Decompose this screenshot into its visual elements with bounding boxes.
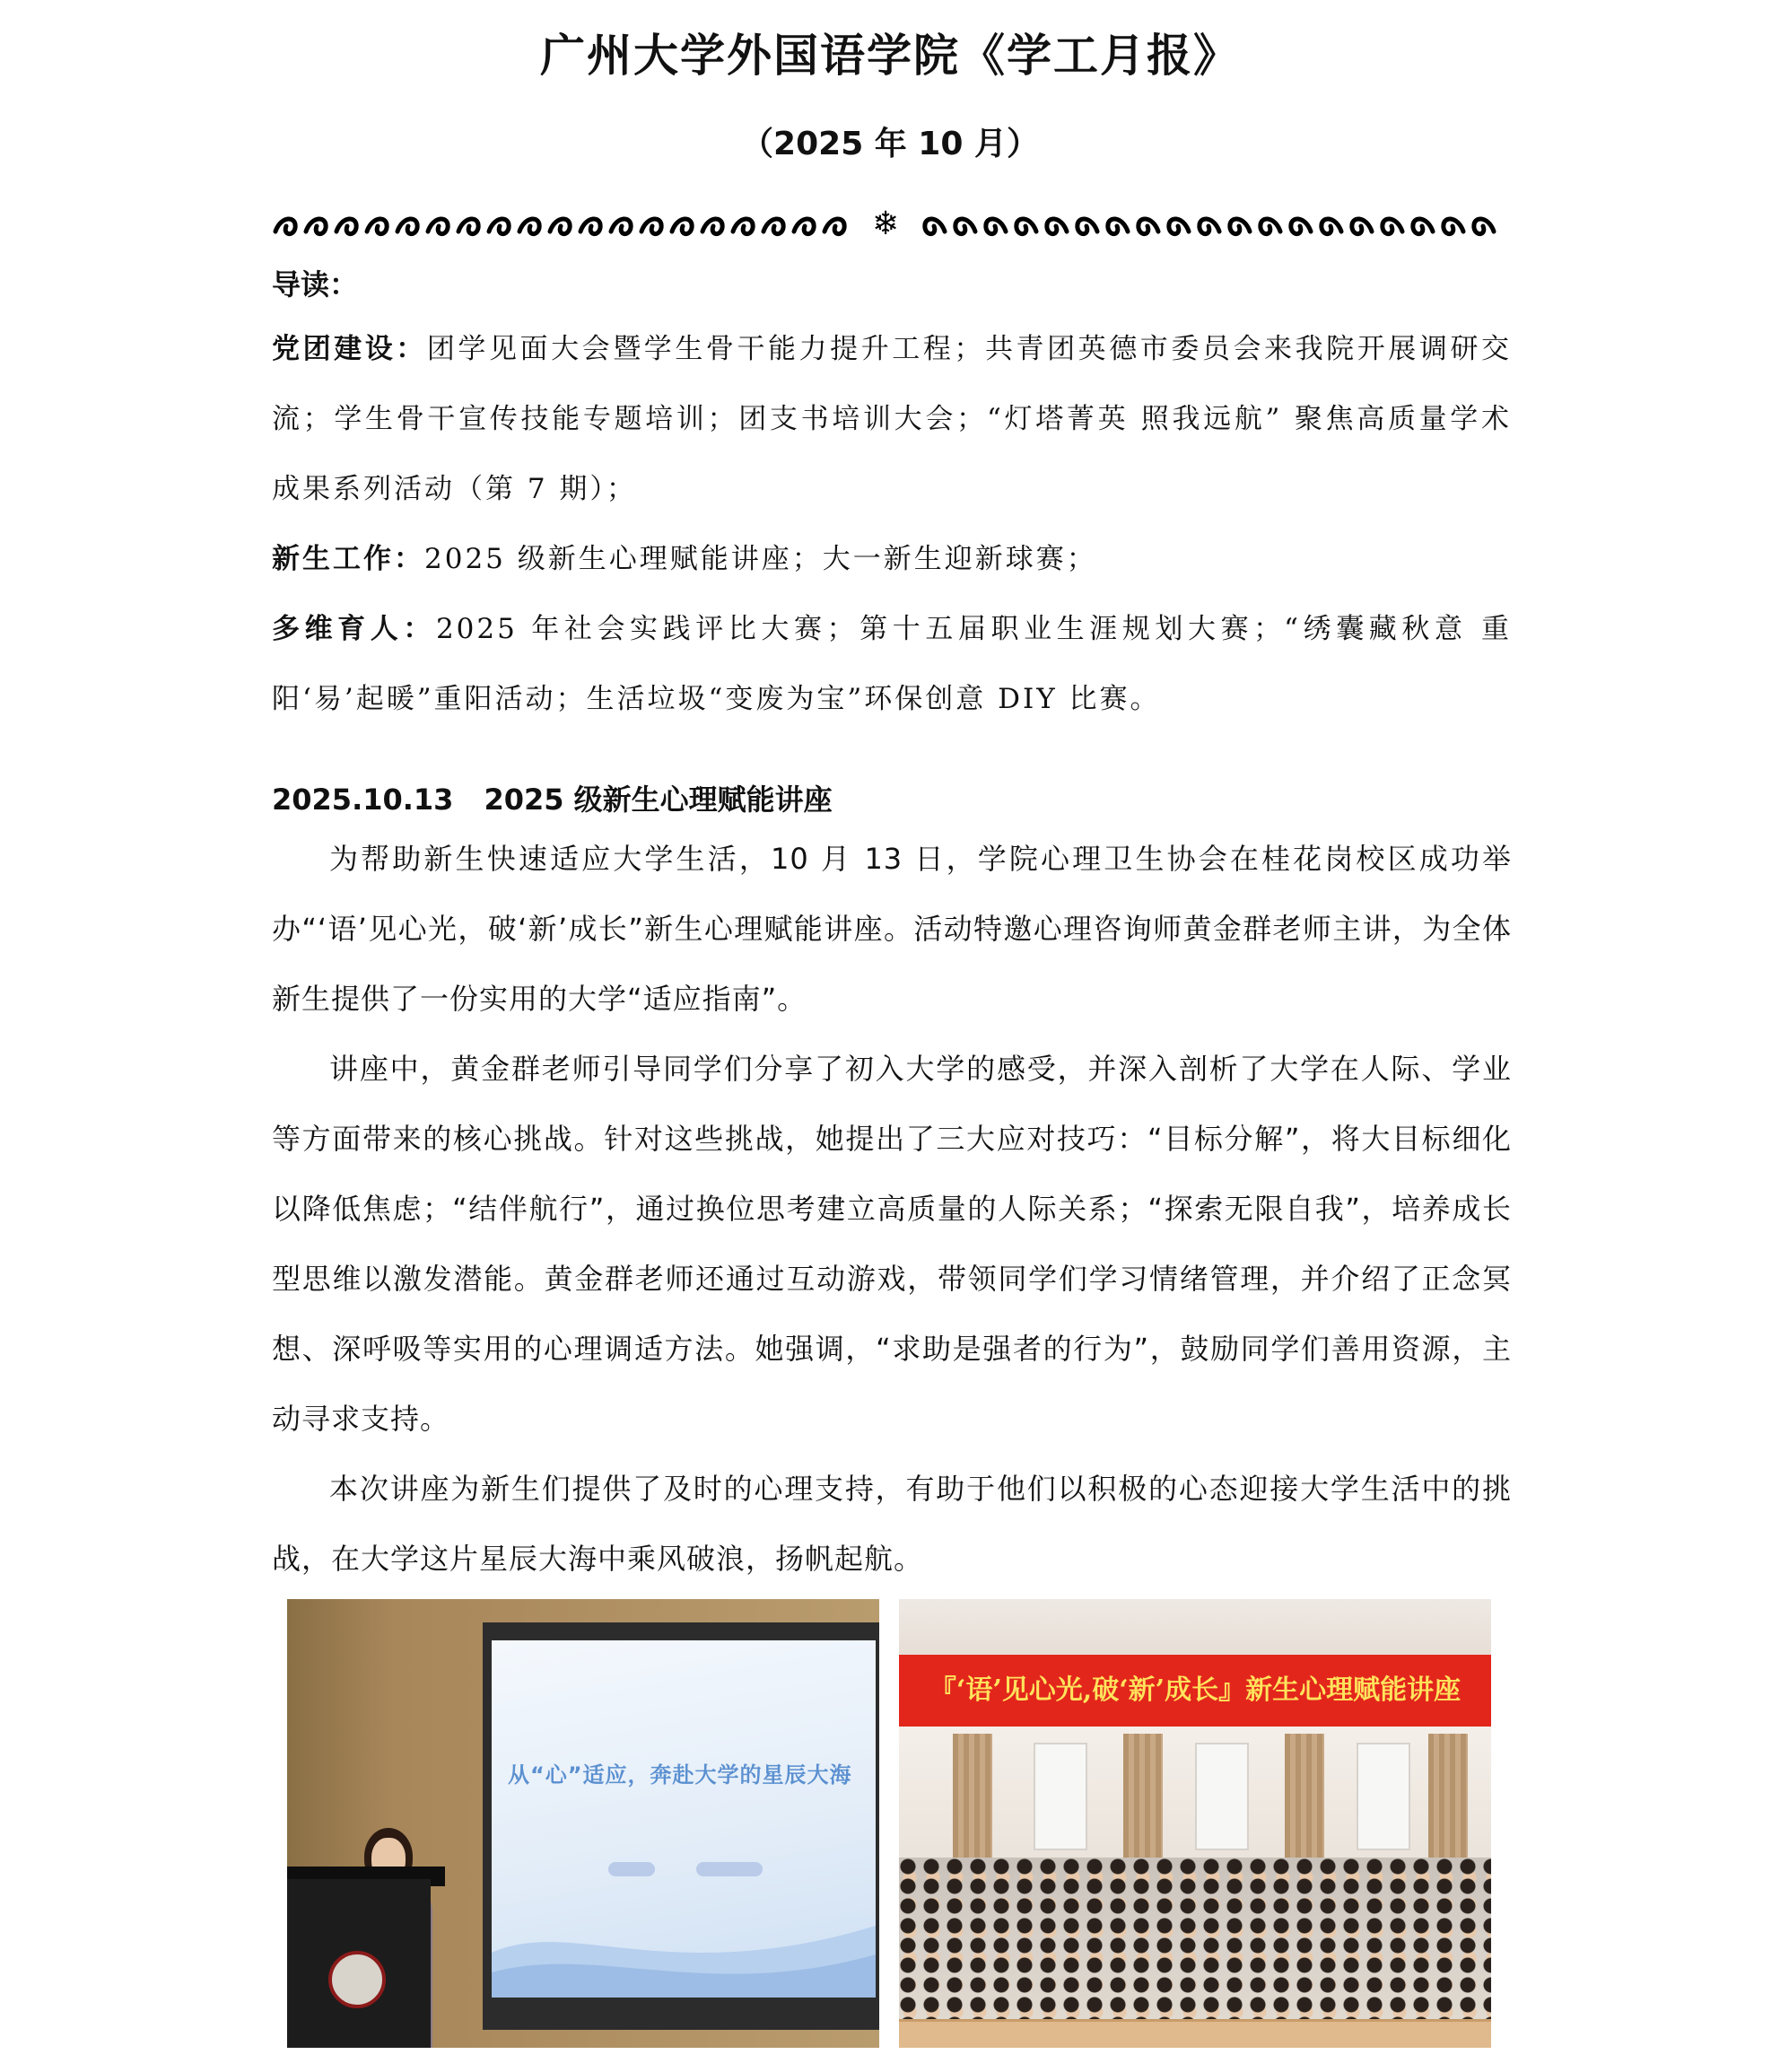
scroll-curl bbox=[733, 219, 753, 234]
scroll-curl bbox=[458, 219, 478, 234]
scroll-curl bbox=[367, 219, 387, 234]
scroll-curl bbox=[580, 219, 600, 234]
guide-item-label: 新生工作： bbox=[272, 543, 424, 575]
guide-item-label: 党团建设： bbox=[272, 333, 427, 365]
article-date: 2025.10.13 bbox=[272, 782, 454, 817]
snowflake-icon: ❄ bbox=[872, 205, 900, 242]
scroll-curl bbox=[1139, 219, 1158, 234]
scroll-curl bbox=[794, 219, 814, 234]
scroll-curl bbox=[550, 219, 570, 234]
scroll-curl bbox=[1108, 219, 1128, 234]
scroll-curl bbox=[955, 219, 975, 234]
slide-wave-decoration bbox=[492, 1890, 876, 1998]
scroll-curl bbox=[1047, 219, 1067, 234]
scroll-curl bbox=[1413, 219, 1433, 234]
scroll-ornament-left bbox=[275, 219, 844, 234]
article-paragraph: 本次讲座为新生们提供了及时的心理支持，有助于他们以积极的心态迎接大学生活中的挑战，在大学这片星辰大海中乘风破浪，扬帆起航。 bbox=[272, 1472, 1512, 1576]
scroll-curl bbox=[702, 219, 722, 234]
scroll-curl bbox=[925, 219, 945, 234]
scroll-curl bbox=[1017, 219, 1036, 234]
projection-screen bbox=[492, 1640, 876, 1998]
scroll-curl bbox=[1169, 219, 1189, 234]
guide-item-education bbox=[272, 594, 1512, 734]
scroll-curl bbox=[489, 219, 509, 234]
scroll-curl bbox=[1444, 219, 1463, 234]
article-paragraph: 为帮助新生快速适应大学生活，10 月 13 日，学院心理卫生协会在桂花岗校区成功举办“‘语’见心光，破‘新’成长”新生心理赋能讲座。活动特邀心理咨询师黄金群老师主讲，为全体新生提供了一份实用的大学“适应指南”。 bbox=[272, 842, 1512, 1016]
scroll-curl bbox=[1352, 219, 1372, 234]
scroll-curl bbox=[1261, 219, 1280, 234]
lecture-photo bbox=[287, 1599, 879, 2048]
scroll-curl bbox=[1230, 219, 1250, 234]
scroll-curl bbox=[306, 219, 326, 234]
guide-section bbox=[272, 314, 1512, 734]
scroll-ornament-right bbox=[925, 219, 1494, 234]
scroll-curl bbox=[519, 219, 539, 234]
scroll-curl bbox=[611, 219, 631, 234]
guide-item-party bbox=[272, 314, 1512, 524]
guide-item-label: 多维育人： bbox=[272, 613, 436, 645]
article-body bbox=[272, 824, 1512, 1594]
scroll-curl bbox=[1078, 219, 1097, 234]
page-subtitle: （2025 年 10 月） bbox=[741, 126, 1039, 162]
article-title: 2025 级新生心理赋能讲座 bbox=[484, 782, 833, 817]
guide-item-text: 团学见面大会暨学生骨干能力提升工程；共青团英德市委员会来我院开展调研交流；学生骨干宣传技能专题培训；团支书培训大会；“灯塔菁英 照我远航” 聚焦高质量学术成果系列活动（第 7 期）； bbox=[272, 333, 1513, 505]
guide-item-text: 2025 级新生心理赋能讲座；大一新生迎新球赛； bbox=[424, 543, 1097, 575]
scroll-curl bbox=[986, 219, 1006, 234]
scroll-curl bbox=[428, 219, 448, 234]
scroll-curl bbox=[275, 219, 295, 234]
article-heading bbox=[272, 777, 1512, 818]
scroll-curl bbox=[1474, 219, 1494, 234]
article-paragraph: 讲座中，黄金群老师引导同学们分享了初入大学的感受，并深入剖析了大学在人际、学业等方面带来的核心挑战。针对这些挑战，她提出了三大应对技巧：“目标分解”，将大目标细化以降低焦虑；“结伴航行”，通过换位思考建立高质量的人际关系；“探索无限自我”，培养成长型思维以激发潜能。黄金群老师还通过互动游戏，带领同学们学习情绪管理，并介绍了正念冥想、深呼吸等实用的心理调适方法。她强调，“求助是强者的行为”，鼓励同学们善用资源，主动寻求支持。 bbox=[272, 1052, 1512, 1436]
scroll-curl bbox=[641, 219, 661, 234]
guide-item-freshmen bbox=[272, 524, 1512, 594]
scroll-curl bbox=[1322, 219, 1341, 234]
scroll-curl bbox=[1200, 219, 1219, 234]
page-title: 广州大学外国语学院《学工月报》 bbox=[540, 30, 1240, 82]
scroll-curl bbox=[1383, 219, 1402, 234]
scroll-curl bbox=[825, 219, 844, 234]
audience-group-photo bbox=[899, 1599, 1491, 2048]
guide-heading: 导读： bbox=[272, 267, 359, 302]
guide-item-text: 2025 年社会实践评比大赛；第十五届职业生涯规划大赛；“绣囊藏秋意 重阳‘易’起暖”重阳活动；生活垃圾“变废为宝”环保创意 DIY 比赛。 bbox=[272, 613, 1512, 715]
slide-title: 从“心”适应，奔赴大学的星辰大海 bbox=[508, 1762, 852, 1788]
scroll-curl bbox=[336, 219, 356, 234]
scroll-curl bbox=[763, 219, 783, 234]
scroll-curl bbox=[397, 219, 417, 234]
scroll-curl bbox=[672, 219, 692, 234]
scroll-curl bbox=[1291, 219, 1311, 234]
event-banner-text: 『‘语’见心光,破‘新’成长』新生心理赋能讲座 bbox=[929, 1674, 1462, 1706]
university-emblem-icon bbox=[328, 1951, 386, 2008]
